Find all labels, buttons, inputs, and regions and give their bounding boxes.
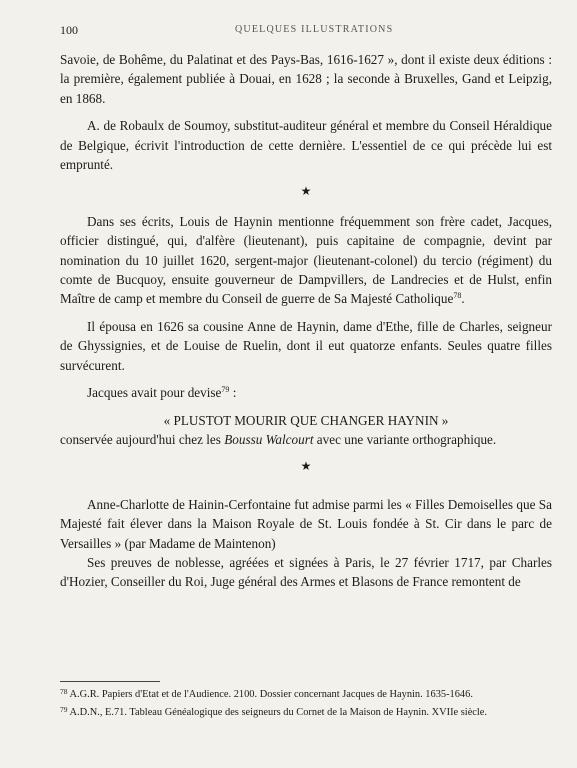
paragraph-robaulx: A. de Robaulx de Soumoy, substitut-auditeur général et membre du Conseil Héraldique de Belgique, écrivit l'introduction de cette dernière. L'essentiel de ce qui précède lui est emprunté. — [60, 118, 552, 173]
footnote-78: $^{78}$ A.G.R. Papiers d'Etat et de l'Audience. 2100. Dossier concernant Jacques de Haynin. 1635-1646. — [60, 687, 473, 700]
motto: « PLUSTOT MOURIR QUE CHANGER HAYNIN » — [163, 412, 449, 428]
paragraph-preuves: Ses preuves de noblesse, agréées et signées à Paris, le 27 février 1717, par Charles d'Hozier, Conseiller du Roi, Juge général des Armes et Blasons de France remontent de — [60, 554, 552, 590]
body-text — [60, 50, 552, 592]
paragraph-continuation: Savoie, de Bohême, du Palatinat et des Pays-Bas, 1616-1627 », dont il existe deux éditions : la première, également publiée à Douai, en 1628 ; la seconde à Bruxelles, Gand et Leipzig, en 1868. — [60, 52, 552, 106]
page-number: 100 — [60, 23, 78, 37]
paragraph-jacques: Dans ses écrits, Louis de Haynin mentionne fréquemment son frère cadet, Jacques, officier distingué, qui, d'alfère (lieutenant), puis capitaine de compagnie, devint par nomination du 10 juillet 1620, sergent-major (lieutenant-colonel) du tercio (régiment) du comte de Bucquoy, ensuite gouverneur de Dampvillers, de Landrecies et de Hulst, enfin Maître de camp et membre du Conseil de guerre de Sa Majesté Catholique$^{78}$. — [60, 213, 552, 307]
footnote-79: $^{79}$ A.D.N., E.71. Tableau Généalogique des seigneurs du Cornet de la Maison de Haynin. XVIIe siècle. — [60, 705, 488, 718]
page-header — [60, 23, 547, 37]
footnote-ref-79: 79 — [221, 385, 230, 395]
paragraph-variante: conservée aujourd'hui chez les Boussu Walcourt avec une variante orthographique. — [60, 431, 497, 447]
paragraph-anne-charlotte: Anne-Charlotte de Hainin-Cerfontaine fut admise parmi les « Filles Demoiselles que Sa Majesté fait élever dans la Maison Royale de St. Louis fondée à St. Cir dans le parc de Versailles » (par Madame de Maintenon) — [60, 496, 552, 551]
paragraph-marriage: Il épousa en 1626 sa cousine Anne de Haynin, dame d'Ethe, fille de Charles, seigneur de Ghyssignies, et de Louise de Ruelin, dont il eut quatorze enfants. Seules quatre filles survécurent. — [60, 318, 552, 373]
paragraph-devise: Jacques avait pour devise$^{79}$ : — [87, 385, 237, 401]
family-name-italic: Boussu Walcourt — [224, 431, 314, 447]
section-star-divider: ★ — [300, 459, 312, 474]
footnote-ref-78: 78 — [453, 291, 462, 301]
section-star-divider: ★ — [300, 184, 312, 199]
footnotes — [60, 685, 552, 721]
footnote-rule — [60, 681, 160, 682]
running-title: QUELQUES ILLUSTRATIONS — [235, 24, 394, 35]
